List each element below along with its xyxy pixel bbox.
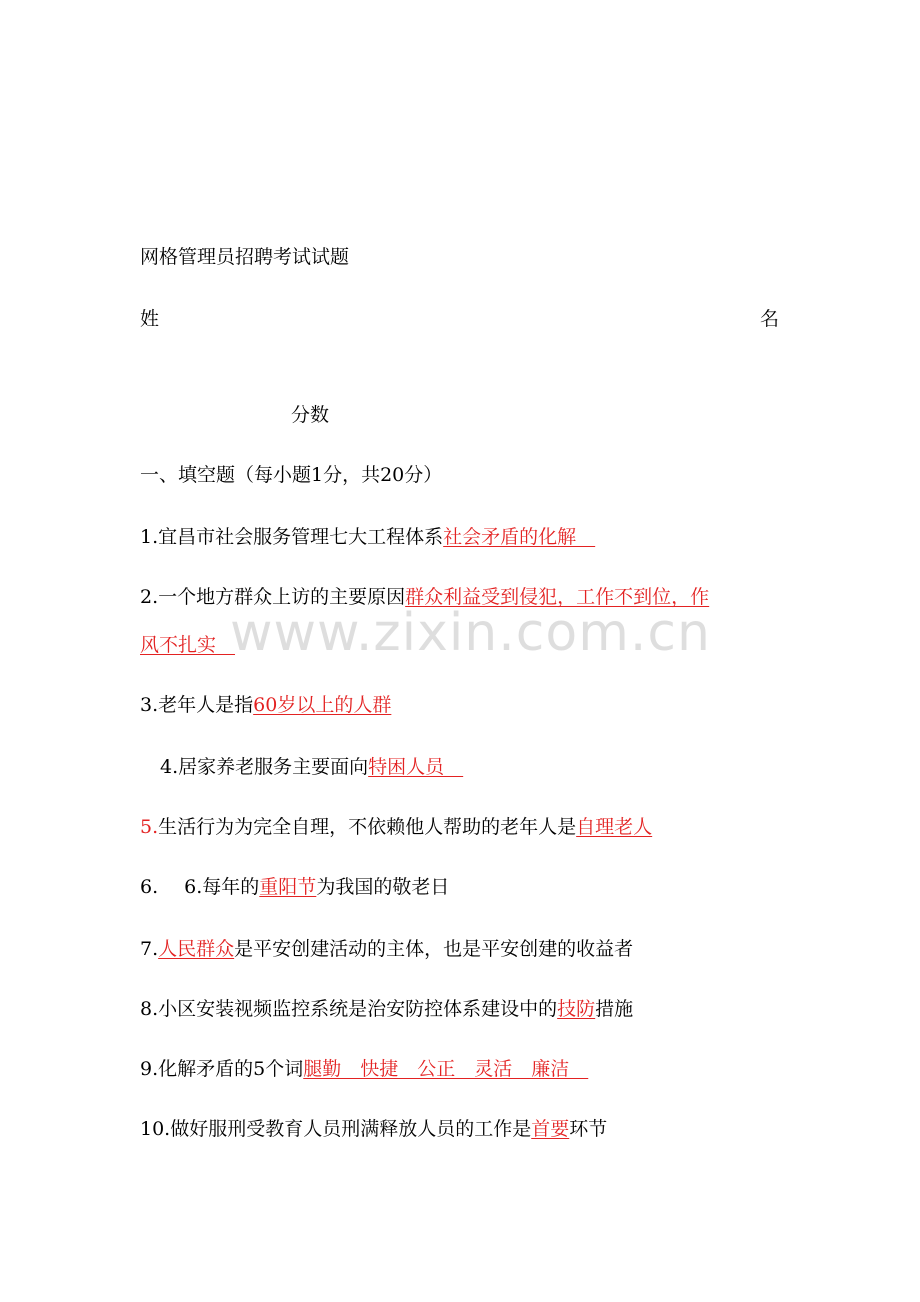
answer-text: 技防 [557,998,596,1020]
question-text-after: 环节 [569,1118,608,1140]
question-text: 老年人是指 [158,694,254,716]
question-text: 小区安装视频监控系统是治安防控体系建设中的 [158,998,558,1020]
question-5 [140,814,652,840]
answer-text: 风不扎实 [140,634,236,656]
question-9 [140,1056,588,1082]
question-text: 化解矛盾的5个词 [158,1058,304,1080]
question-10 [140,1116,607,1142]
answer-text: 首要 [531,1118,570,1140]
question-number: 4. [160,756,179,778]
question-number: 6. [140,876,159,898]
answer-text: 社会矛盾的化解 [443,526,596,548]
question-text: 做好服刑受教育人员刑满释放人员的工作是 [170,1118,532,1140]
name-label-surname: 姓 [140,308,160,330]
answer-text: 腿勤 快捷 公正 灵活 廉洁 [303,1058,589,1080]
page-title: 网格管理员招聘考试试题 [140,246,350,268]
question-text: 生活行为为完全自理，不依赖他人帮助的老年人是 [158,816,577,838]
question-text: 居家养老服务主要面向 [178,756,369,778]
answer-text: 60岁以上的人群 [253,694,392,716]
question-number: 7. [140,938,159,960]
question-number: 8. [140,998,159,1020]
question-text-after: 措施 [595,998,634,1020]
question-8 [140,996,633,1022]
question-number: 3. [140,694,159,716]
question-text-after: 为我国的敬老日 [316,876,450,898]
question-number: 9. [140,1058,159,1080]
question-2 [140,584,709,610]
answer-text: 群众利益受到侵犯，工作不到位，作 [405,586,710,608]
score-label: 分数 [291,404,330,426]
question-number: 10. [140,1118,171,1140]
question-number: 5. [140,816,159,838]
question-text-after: 是平安创建活动的主体，也是平安创建的收益者 [234,938,634,960]
question-6 [140,874,449,900]
answer-text: 自理老人 [576,816,653,838]
watermark: www.zixin.com.cn [230,603,711,663]
section-heading: 一、填空题（每小题1分，共20分） [140,464,443,486]
name-label-given: 名 [760,308,780,330]
question-1 [140,524,595,550]
answer-text: 重阳节 [259,876,317,898]
question-7 [140,936,633,962]
question-text: 每年的 [202,876,260,898]
question-2-continuation [140,632,235,658]
question-3 [140,692,391,718]
answer-text: 特困人员 [368,756,464,778]
question-text: 宜昌市社会服务管理七大工程体系 [158,526,444,548]
question-4 [160,754,463,780]
question-number-duplicate: 6. [184,876,203,898]
question-number: 1. [140,526,159,548]
question-number: 2. [140,586,159,608]
question-text: 一个地方群众上访的主要原因 [158,586,406,608]
answer-text: 人民群众 [158,938,235,960]
